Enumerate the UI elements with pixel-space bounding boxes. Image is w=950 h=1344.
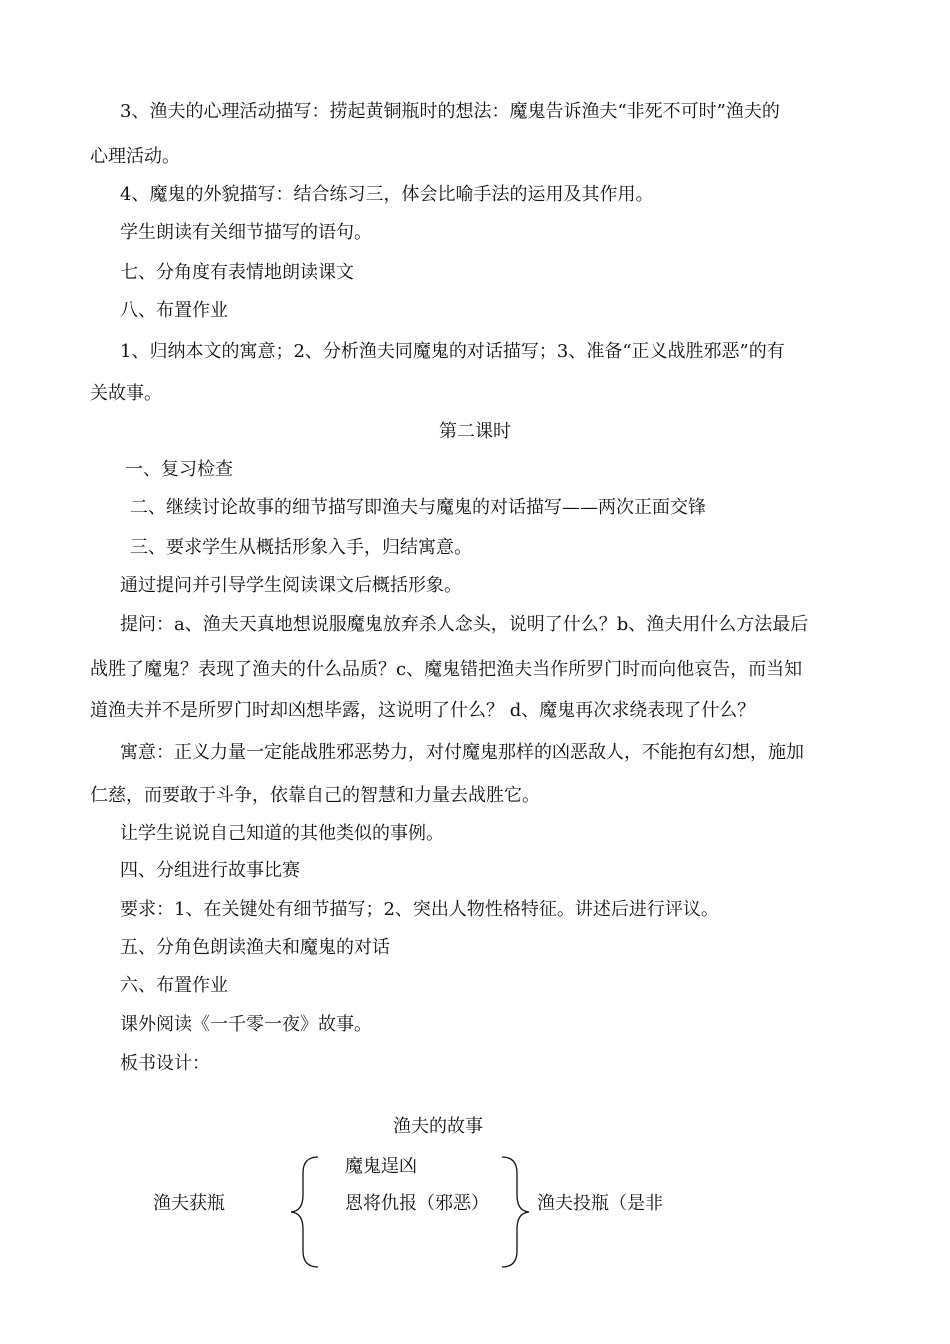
- text-line: 心理活动。: [90, 146, 180, 167]
- section-title: 第二课时: [439, 421, 511, 442]
- text-line: 提问：a、渔夫天真地想说服魔鬼放弃杀人念头，说明了什么？b、渔夫用什么方法最后: [120, 614, 809, 635]
- text-line: 4、魔鬼的外貌描写：结合练习三，体会比喻手法的运用及其作用。: [120, 184, 654, 205]
- text-line: 道渔夫并不是所罗门时却凶想毕露，这说明了什么？ d、魔鬼再次求绕表现了什么？: [90, 700, 756, 721]
- heading: 八、布置作业: [120, 300, 228, 321]
- text-line: 学生朗读有关细节描写的语句。: [120, 222, 372, 243]
- heading: 七、分角度有表情地朗读课文: [120, 262, 354, 283]
- diagram-middle-bottom: 恩将仇报（邪恶）: [345, 1193, 489, 1214]
- text-line: 1、归纳本文的寓意；2、分析渔夫同魔鬼的对话描写；3、准备“正义战胜邪恶”的有: [120, 341, 785, 362]
- text-line: 仁慈，而要敢于斗争，依靠自己的智慧和力量去战胜它。: [90, 785, 540, 806]
- heading: 三、要求学生从概括形象入手，归结寓意。: [130, 537, 472, 558]
- diagram-left-label: 渔夫获瓶: [153, 1193, 225, 1214]
- text-line: 让学生说说自己知道的其他类似的事例。: [120, 823, 444, 844]
- text-line: 关故事。: [90, 383, 162, 404]
- diagram-title: 渔夫的故事: [393, 1116, 483, 1137]
- left-brace: [285, 1155, 325, 1270]
- text-line: 要求：1、在关键处有细节描写；2、突出人物性格特征。讲述后进行评议。: [120, 899, 719, 920]
- text-line: 课外阅读《一千零一夜》故事。: [120, 1014, 372, 1035]
- heading: 四、分组进行故事比赛: [120, 860, 300, 881]
- heading: 一、复习检查: [125, 459, 233, 480]
- right-brace: [497, 1155, 537, 1270]
- text-line: 板书设计：: [120, 1053, 210, 1074]
- heading: 五、分角色朗读渔夫和魔鬼的对话: [120, 937, 390, 958]
- heading: 六、布置作业: [120, 975, 228, 996]
- heading: 二、继续讨论故事的细节描写即渔夫与魔鬼的对话描写——两次正面交锋: [130, 497, 706, 518]
- text-line: 寓意：正义力量一定能战胜邪恶势力，对付魔鬼那样的凶恶敌人，不能抱有幻想，施加: [120, 742, 804, 763]
- diagram-right-label: 渔夫投瓶（是非: [537, 1193, 663, 1214]
- text-line: 3、渔夫的心理活动描写：捞起黄铜瓶时的想法：魔鬼告诉渔夫“非死不可时”渔夫的: [120, 101, 780, 122]
- text-line: 战胜了魔鬼？表现了渔夫的什么品质？c、魔鬼错把渔夫当作所罗门时而向他哀告，而当知: [90, 659, 803, 680]
- text-line: 通过提问并引导学生阅读课文后概括形象。: [120, 575, 462, 596]
- diagram-middle-top: 魔鬼逞凶: [345, 1156, 417, 1177]
